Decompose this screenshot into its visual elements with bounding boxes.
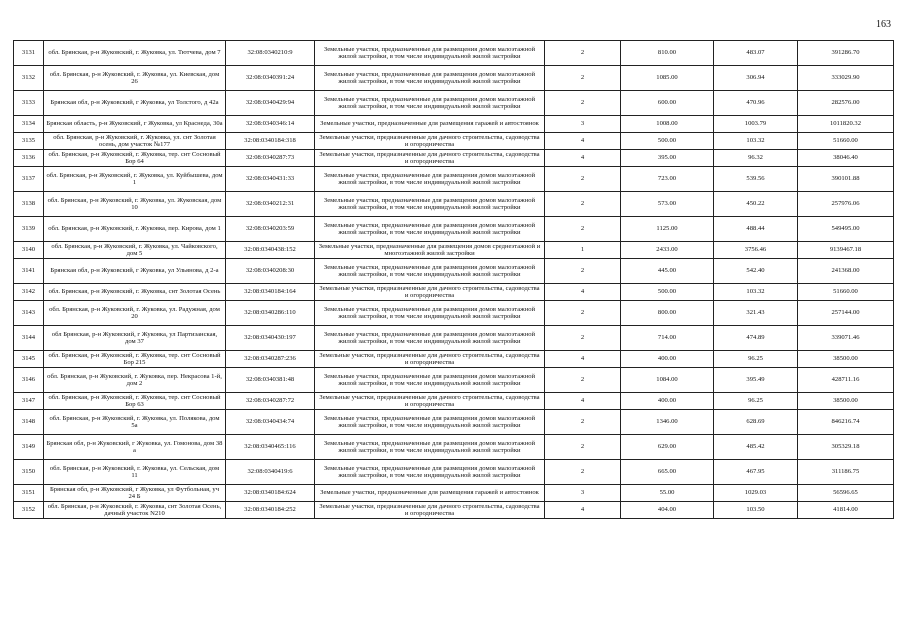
land-use-cell: Земельные участки, предназначенные для размещения домов малоэтажной жилой застройки, в том числе индивидуальной жилой застройки bbox=[315, 41, 545, 66]
row-number: 3144 bbox=[14, 326, 44, 351]
address-cell: Брянская обл, р-н Жуковский, г Жуковка, ул Толстого, д 42а bbox=[44, 91, 226, 116]
cadastral-value-cell: 38500.00 bbox=[798, 351, 894, 368]
land-use-cell: Земельные участки, предназначенные для размещения домов малоэтажной жилой застройки, в том числе индивидуальной жилой застройки bbox=[315, 326, 545, 351]
cadastral-value-cell: 846216.74 bbox=[798, 410, 894, 435]
cadastral-value-cell: 9139467.18 bbox=[798, 242, 894, 259]
address-cell: обл. Брянская, р-н Жуковский, г. Жуковка, снт Золотая Осень bbox=[44, 284, 226, 301]
cadastral-value-cell: 311186.75 bbox=[798, 460, 894, 485]
row-number: 3152 bbox=[14, 502, 44, 519]
group-cell: 2 bbox=[545, 326, 621, 351]
address-cell: обл. Брянская, р-н Жуковский, г. Жуковка, пер. Некрасова 1-й, дом 2 bbox=[44, 368, 226, 393]
address-cell: обл. Брянская, р-н Жуковский, г. Жуковка, пер. Кирова, дом 1 bbox=[44, 217, 226, 242]
address-cell: Брянская обл, р-н Жуковский, г Жуковка, ул Ульянова, д 2-а bbox=[44, 259, 226, 284]
row-number: 3138 bbox=[14, 192, 44, 217]
group-cell: 2 bbox=[545, 91, 621, 116]
specific-value-cell: 321.43 bbox=[714, 301, 798, 326]
area-cell: 55.00 bbox=[621, 485, 714, 502]
row-number: 3132 bbox=[14, 66, 44, 91]
land-use-cell: Земельные участки, предназначенные для размещения гаражей и автостоянок bbox=[315, 485, 545, 502]
cadastral-number-cell: 32:08:0340184:164 bbox=[226, 284, 315, 301]
area-cell: 400.00 bbox=[621, 393, 714, 410]
group-cell: 2 bbox=[545, 217, 621, 242]
address-cell: Брянская обл, р-н Жуковский, г Жуковка, ул Футбольная, уч 24 Б bbox=[44, 485, 226, 502]
row-number: 3135 bbox=[14, 133, 44, 150]
address-cell: обл Брянская, р-н Жуковский, г Жуковка, ул Партизанская, дом 37 bbox=[44, 326, 226, 351]
table-row bbox=[14, 410, 894, 435]
table-row bbox=[14, 460, 894, 485]
address-cell: обл. Брянская, р-н Жуковский, г. Жуковка, ул. снт Золотая осень, дом участок №177 bbox=[44, 133, 226, 150]
row-number: 3147 bbox=[14, 393, 44, 410]
land-use-cell: Земельные участки, предназначенные для дачного строительства, садоводства и огородничества bbox=[315, 502, 545, 519]
area-cell: 500.00 bbox=[621, 133, 714, 150]
specific-value-cell: 103.32 bbox=[714, 133, 798, 150]
address-cell: обл. Брянская, р-н Жуковский, г. Жуковка, ул. Жуковская, дом 10 bbox=[44, 192, 226, 217]
address-cell: обл. Брянская, р-н Жуковский, г. Жуковка, ул. Тютчева, дом 7 bbox=[44, 41, 226, 66]
specific-value-cell: 103.32 bbox=[714, 284, 798, 301]
group-cell: 4 bbox=[545, 284, 621, 301]
land-use-cell: Земельные участки, предназначенные для дачного строительства, садоводства и огородничества bbox=[315, 133, 545, 150]
cadastral-number-cell: 32:08:0340212:31 bbox=[226, 192, 315, 217]
address-cell: обл. Брянская, р-н Жуковский, г. Жуковка, тер. снт Сосновый Бор 63 bbox=[44, 393, 226, 410]
specific-value-cell: 470.96 bbox=[714, 91, 798, 116]
group-cell: 2 bbox=[545, 435, 621, 460]
cadastral-value-cell: 257976.06 bbox=[798, 192, 894, 217]
cadastral-number-cell: 32:08:0340287:72 bbox=[226, 393, 315, 410]
row-number: 3143 bbox=[14, 301, 44, 326]
cadastral-number-cell: 32:08:0340287:73 bbox=[226, 150, 315, 167]
table-row bbox=[14, 284, 894, 301]
table-row bbox=[14, 91, 894, 116]
address-cell: обл. Брянская, р-н Жуковский, г. Жуковка, снт Золотая Осень, дачный участок N210 bbox=[44, 502, 226, 519]
land-use-cell: Земельные участки, предназначенные для размещения домов малоэтажной жилой застройки, в том числе индивидуальной жилой застройки bbox=[315, 192, 545, 217]
specific-value-cell: 103.50 bbox=[714, 502, 798, 519]
specific-value-cell: 474.89 bbox=[714, 326, 798, 351]
table-row bbox=[14, 242, 894, 259]
table-row bbox=[14, 167, 894, 192]
area-cell: 600.00 bbox=[621, 91, 714, 116]
group-cell: 4 bbox=[545, 150, 621, 167]
cadastral-number-cell: 32:08:0340434:74 bbox=[226, 410, 315, 435]
area-cell: 445.00 bbox=[621, 259, 714, 284]
cadastral-number-cell: 32:08:0340430:197 bbox=[226, 326, 315, 351]
land-use-cell: Земельные участки, предназначенные для размещения домов среднеэтажной и многоэтажной жилой застройки bbox=[315, 242, 545, 259]
row-number: 3141 bbox=[14, 259, 44, 284]
land-use-cell: Земельные участки, предназначенные для размещения гаражей и автостоянок bbox=[315, 116, 545, 133]
group-cell: 2 bbox=[545, 66, 621, 91]
specific-value-cell: 488.44 bbox=[714, 217, 798, 242]
table-row bbox=[14, 133, 894, 150]
group-cell: 4 bbox=[545, 393, 621, 410]
cadastral-number-cell: 32:08:0340184:252 bbox=[226, 502, 315, 519]
group-cell: 2 bbox=[545, 41, 621, 66]
land-use-cell: Земельные участки, предназначенные для дачного строительства, садоводства и огородничества bbox=[315, 351, 545, 368]
address-cell: обл. Брянская, р-н Жуковский, г. Жуковка, ул. Полякова, дом 5а bbox=[44, 410, 226, 435]
specific-value-cell: 3756.46 bbox=[714, 242, 798, 259]
group-cell: 2 bbox=[545, 192, 621, 217]
table-row bbox=[14, 368, 894, 393]
cadastral-value-cell: 391286.70 bbox=[798, 41, 894, 66]
cadastral-value-cell: 428711.16 bbox=[798, 368, 894, 393]
area-cell: 810.00 bbox=[621, 41, 714, 66]
area-cell: 723.00 bbox=[621, 167, 714, 192]
specific-value-cell: 395.49 bbox=[714, 368, 798, 393]
table-row bbox=[14, 259, 894, 284]
area-cell: 1346.00 bbox=[621, 410, 714, 435]
area-cell: 1008.00 bbox=[621, 116, 714, 133]
cadastral-number-cell: 32:08:0340184:318 bbox=[226, 133, 315, 150]
table-row bbox=[14, 393, 894, 410]
area-cell: 629.00 bbox=[621, 435, 714, 460]
cadastral-value-cell: 339071.46 bbox=[798, 326, 894, 351]
land-use-cell: Земельные участки, предназначенные для дачного строительства, садоводства и огородничества bbox=[315, 150, 545, 167]
specific-value-cell: 450.22 bbox=[714, 192, 798, 217]
area-cell: 1085.00 bbox=[621, 66, 714, 91]
row-number: 3133 bbox=[14, 91, 44, 116]
cadastral-number-cell: 32:08:0340381:48 bbox=[226, 368, 315, 393]
row-number: 3150 bbox=[14, 460, 44, 485]
cadastral-value-cell: 51660.00 bbox=[798, 284, 894, 301]
land-use-cell: Земельные участки, предназначенные для размещения домов малоэтажной жилой застройки, в том числе индивидуальной жилой застройки bbox=[315, 368, 545, 393]
row-number: 3145 bbox=[14, 351, 44, 368]
address-cell: обл. Брянская, р-н Жуковский, г. Жуковка, ул. Киевская, дом 26 bbox=[44, 66, 226, 91]
cadastral-value-cell: 549495.00 bbox=[798, 217, 894, 242]
specific-value-cell: 96.25 bbox=[714, 351, 798, 368]
table-row bbox=[14, 116, 894, 133]
specific-value-cell: 542.40 bbox=[714, 259, 798, 284]
row-number: 3139 bbox=[14, 217, 44, 242]
land-use-cell: Земельные участки, предназначенные для размещения домов малоэтажной жилой застройки, в том числе индивидуальной жилой застройки bbox=[315, 91, 545, 116]
group-cell: 3 bbox=[545, 485, 621, 502]
row-number: 3146 bbox=[14, 368, 44, 393]
land-plots-table bbox=[13, 40, 894, 519]
cadastral-value-cell: 257144.00 bbox=[798, 301, 894, 326]
address-cell: Брянская область, р-н Жуковский, г Жуковка, ул Краснеда, 30а bbox=[44, 116, 226, 133]
group-cell: 2 bbox=[545, 259, 621, 284]
specific-value-cell: 483.07 bbox=[714, 41, 798, 66]
row-number: 3131 bbox=[14, 41, 44, 66]
cadastral-number-cell: 32:08:0340438:152 bbox=[226, 242, 315, 259]
cadastral-number-cell: 32:08:0340184:624 bbox=[226, 485, 315, 502]
specific-value-cell: 306.94 bbox=[714, 66, 798, 91]
table-row bbox=[14, 41, 894, 66]
cadastral-number-cell: 32:08:0340419:6 bbox=[226, 460, 315, 485]
address-cell: обл. Брянская, р-н Жуковский, г. Жуковка, ул. Сельская, дом 11 bbox=[44, 460, 226, 485]
row-number: 3151 bbox=[14, 485, 44, 502]
land-use-cell: Земельные участки, предназначенные для размещения домов малоэтажной жилой застройки, в том числе индивидуальной жилой застройки bbox=[315, 301, 545, 326]
row-number: 3149 bbox=[14, 435, 44, 460]
address-cell: Брянская обл, р-н Жуковский, г Жуковка, ул. Гомонова, дом 38 а bbox=[44, 435, 226, 460]
group-cell: 2 bbox=[545, 460, 621, 485]
area-cell: 2433.00 bbox=[621, 242, 714, 259]
land-use-cell: Земельные участки, предназначенные для дачного строительства, садоводства и огородничества bbox=[315, 284, 545, 301]
specific-value-cell: 96.32 bbox=[714, 150, 798, 167]
area-cell: 395.00 bbox=[621, 150, 714, 167]
specific-value-cell: 96.25 bbox=[714, 393, 798, 410]
table-row bbox=[14, 192, 894, 217]
land-use-cell: Земельные участки, предназначенные для размещения домов малоэтажной жилой застройки, в том числе индивидуальной жилой застройки bbox=[315, 259, 545, 284]
area-cell: 1084.00 bbox=[621, 368, 714, 393]
group-cell: 2 bbox=[545, 410, 621, 435]
table-row bbox=[14, 485, 894, 502]
cadastral-value-cell: 38500.00 bbox=[798, 393, 894, 410]
cadastral-value-cell: 56596.65 bbox=[798, 485, 894, 502]
specific-value-cell: 539.56 bbox=[714, 167, 798, 192]
table-body bbox=[14, 41, 894, 519]
page-number: 163 bbox=[876, 19, 891, 30]
table-row bbox=[14, 326, 894, 351]
cadastral-number-cell: 32:08:0340287:236 bbox=[226, 351, 315, 368]
table-row bbox=[14, 502, 894, 519]
cadastral-value-cell: 51660.00 bbox=[798, 133, 894, 150]
table-row bbox=[14, 435, 894, 460]
cadastral-number-cell: 32:08:0340346:14 bbox=[226, 116, 315, 133]
land-use-cell: Земельные участки, предназначенные для размещения домов малоэтажной жилой застройки, в том числе индивидуальной жилой застройки bbox=[315, 217, 545, 242]
cadastral-value-cell: 282576.00 bbox=[798, 91, 894, 116]
cadastral-number-cell: 32:08:0340431:33 bbox=[226, 167, 315, 192]
land-use-cell: Земельные участки, предназначенные для размещения домов малоэтажной жилой застройки, в том числе индивидуальной жилой застройки bbox=[315, 460, 545, 485]
land-use-cell: Земельные участки, предназначенные для дачного строительства, садоводства и огородничества bbox=[315, 393, 545, 410]
area-cell: 404.00 bbox=[621, 502, 714, 519]
cadastral-value-cell: 305329.18 bbox=[798, 435, 894, 460]
area-cell: 500.00 bbox=[621, 284, 714, 301]
address-cell: обл. Брянская, р-н Жуковский, г. Жуковка, ул. Куйбышева, дом 1 bbox=[44, 167, 226, 192]
cadastral-number-cell: 32:08:0340465:116 bbox=[226, 435, 315, 460]
address-cell: обл. Брянская, р-н Жуковский, г. Жуковка, тер. снт Сосновый Бор 64 bbox=[44, 150, 226, 167]
group-cell: 3 bbox=[545, 116, 621, 133]
land-use-cell: Земельные участки, предназначенные для размещения домов малоэтажной жилой застройки, в том числе индивидуальной жилой застройки bbox=[315, 435, 545, 460]
group-cell: 4 bbox=[545, 351, 621, 368]
row-number: 3140 bbox=[14, 242, 44, 259]
area-cell: 1125.00 bbox=[621, 217, 714, 242]
specific-value-cell: 467.95 bbox=[714, 460, 798, 485]
address-cell: обл. Брянская, р-н Жуковский, г. Жуковка, ул. Радужная, дом 20 bbox=[44, 301, 226, 326]
specific-value-cell: 1029.03 bbox=[714, 485, 798, 502]
specific-value-cell: 485.42 bbox=[714, 435, 798, 460]
group-cell: 2 bbox=[545, 167, 621, 192]
row-number: 3134 bbox=[14, 116, 44, 133]
cadastral-number-cell: 32:08:0340203:59 bbox=[226, 217, 315, 242]
area-cell: 800.00 bbox=[621, 301, 714, 326]
land-use-cell: Земельные участки, предназначенные для размещения домов малоэтажной жилой застройки, в том числе индивидуальной жилой застройки bbox=[315, 410, 545, 435]
area-cell: 714.00 bbox=[621, 326, 714, 351]
address-cell: обл. Брянская, р-н Жуковский, г. Жуковка, тер. снт Сосновый Бор 215 bbox=[44, 351, 226, 368]
land-use-cell: Земельные участки, предназначенные для размещения домов малоэтажной жилой застройки, в том числе индивидуальной жилой застройки bbox=[315, 167, 545, 192]
table-row bbox=[14, 217, 894, 242]
cadastral-number-cell: 32:08:0340391:24 bbox=[226, 66, 315, 91]
area-cell: 573.00 bbox=[621, 192, 714, 217]
cadastral-number-cell: 32:08:0340210:9 bbox=[226, 41, 315, 66]
cadastral-number-cell: 32:08:0340429:94 bbox=[226, 91, 315, 116]
group-cell: 1 bbox=[545, 242, 621, 259]
address-cell: обл. Брянская, р-н Жуковский, г. Жуковка, ул. Чайковского, дом 5 bbox=[44, 242, 226, 259]
cadastral-number-cell: 32:08:0340208:30 bbox=[226, 259, 315, 284]
group-cell: 4 bbox=[545, 502, 621, 519]
specific-value-cell: 628.69 bbox=[714, 410, 798, 435]
row-number: 3148 bbox=[14, 410, 44, 435]
row-number: 3137 bbox=[14, 167, 44, 192]
cadastral-value-cell: 41814.00 bbox=[798, 502, 894, 519]
cadastral-value-cell: 38046.40 bbox=[798, 150, 894, 167]
cadastral-value-cell: 333029.90 bbox=[798, 66, 894, 91]
area-cell: 400.00 bbox=[621, 351, 714, 368]
cadastral-number-cell: 32:08:0340286:110 bbox=[226, 301, 315, 326]
area-cell: 665.00 bbox=[621, 460, 714, 485]
table-row bbox=[14, 150, 894, 167]
cadastral-value-cell: 241368.00 bbox=[798, 259, 894, 284]
row-number: 3142 bbox=[14, 284, 44, 301]
group-cell: 4 bbox=[545, 133, 621, 150]
group-cell: 2 bbox=[545, 301, 621, 326]
table-row bbox=[14, 66, 894, 91]
cadastral-value-cell: 1011820.32 bbox=[798, 116, 894, 133]
land-use-cell: Земельные участки, предназначенные для размещения домов малоэтажной жилой застройки, в том числе индивидуальной жилой застройки bbox=[315, 66, 545, 91]
table-row bbox=[14, 351, 894, 368]
specific-value-cell: 1003.79 bbox=[714, 116, 798, 133]
cadastral-value-cell: 390101.88 bbox=[798, 167, 894, 192]
table-row bbox=[14, 301, 894, 326]
group-cell: 2 bbox=[545, 368, 621, 393]
row-number: 3136 bbox=[14, 150, 44, 167]
